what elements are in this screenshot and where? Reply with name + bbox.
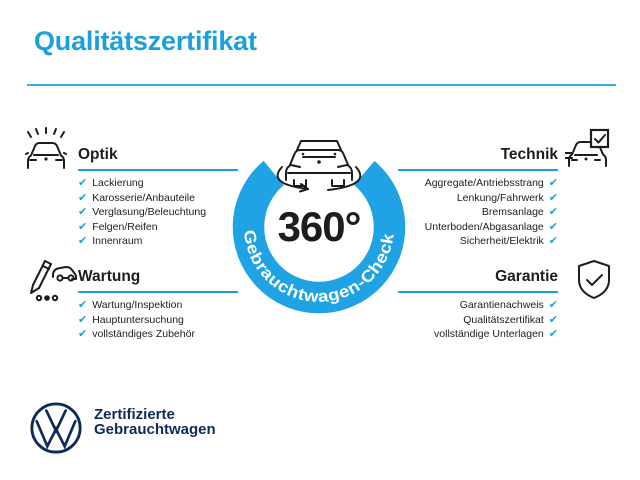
check-icon: ✔ bbox=[548, 235, 558, 248]
check-icon: ✔ bbox=[548, 177, 558, 189]
section-technik-title: Technik bbox=[500, 146, 558, 163]
list-item bbox=[398, 207, 558, 218]
list-item bbox=[78, 300, 238, 311]
list-item bbox=[78, 315, 238, 326]
list-item-label: Sicherheit/Elektrik bbox=[459, 235, 544, 248]
list-item-label: vollständige Unterlagen bbox=[434, 328, 544, 341]
list-item bbox=[398, 236, 558, 247]
check-icon: ✔ bbox=[548, 313, 558, 326]
check-icon: ✔ bbox=[548, 206, 558, 219]
check-icon: ✔ bbox=[78, 206, 88, 219]
list-item-label: Garantienachweis bbox=[459, 299, 544, 311]
list-item bbox=[398, 178, 558, 189]
section-garantie-title: Garantie bbox=[495, 268, 558, 285]
list-item-label: Bremsanlage bbox=[481, 206, 544, 219]
list-item-label: Hauptuntersuchung bbox=[92, 313, 184, 326]
check-icon: ✔ bbox=[548, 220, 558, 233]
list-item bbox=[398, 193, 558, 204]
section-technik-divider bbox=[398, 169, 558, 171]
page-title: Qualitätszertifikat bbox=[34, 26, 257, 56]
badge-ring-label: Gebrauchtwagen-Check bbox=[239, 228, 398, 307]
brand-wordmark bbox=[94, 408, 216, 437]
section-wartung-divider bbox=[78, 291, 238, 293]
badge-degree-label: 360° bbox=[277, 203, 361, 250]
list-item bbox=[398, 222, 558, 233]
list-item bbox=[78, 236, 238, 247]
section-technik bbox=[398, 146, 558, 251]
list-item-label: Karosserie/Anbauteile bbox=[92, 191, 195, 204]
list-item-label: Verglasung/Beleuchtung bbox=[92, 206, 207, 219]
check-icon: ✔ bbox=[548, 299, 558, 311]
check-icon: ✔ bbox=[78, 313, 88, 326]
list-item-label: Felgen/Reifen bbox=[92, 220, 158, 233]
check-icon: ✔ bbox=[78, 328, 88, 341]
section-wartung-list bbox=[78, 300, 238, 340]
list-item-label: Wartung/Inspektion bbox=[92, 299, 183, 311]
check-icon: ✔ bbox=[78, 235, 88, 248]
car-checkbox-icon bbox=[565, 128, 611, 170]
section-wartung bbox=[78, 268, 238, 344]
section-optik bbox=[78, 146, 238, 251]
shield-check-icon bbox=[576, 259, 612, 303]
section-garantie bbox=[398, 268, 558, 344]
list-item bbox=[398, 300, 558, 311]
check-icon: ✔ bbox=[78, 220, 88, 233]
list-item bbox=[398, 315, 558, 326]
list-item bbox=[78, 329, 238, 340]
section-optik-list bbox=[78, 178, 238, 247]
list-item-label: Lenkung/Fahrwerk bbox=[456, 191, 544, 204]
service-checklist-icon bbox=[25, 254, 77, 304]
list-item bbox=[78, 193, 238, 204]
list-item bbox=[398, 329, 558, 340]
list-item bbox=[78, 207, 238, 218]
section-garantie-divider bbox=[398, 291, 558, 293]
list-item-label: vollständiges Zubehör bbox=[92, 328, 195, 341]
check-icon: ✔ bbox=[78, 177, 88, 189]
rotating-car-icon bbox=[278, 141, 361, 192]
check-icon: ✔ bbox=[548, 328, 558, 341]
check-icon: ✔ bbox=[78, 299, 88, 311]
shiny-car-icon bbox=[25, 127, 67, 171]
section-optik-title: Optik bbox=[78, 146, 118, 163]
list-item-label: Qualitätszertifikat bbox=[463, 313, 544, 326]
list-item-label: Unterboden/Abgasanlage bbox=[424, 220, 544, 233]
list-item bbox=[78, 222, 238, 233]
list-item-label: Lackierung bbox=[92, 177, 144, 189]
section-wartung-title: Wartung bbox=[78, 268, 141, 285]
section-technik-list bbox=[398, 178, 558, 247]
check-icon: ✔ bbox=[78, 191, 88, 204]
section-garantie-list bbox=[398, 300, 558, 340]
title-divider bbox=[27, 84, 616, 86]
section-optik-divider bbox=[78, 169, 238, 171]
list-item-label: Aggregate/Antriebsstrang bbox=[424, 177, 544, 189]
list-item bbox=[78, 178, 238, 189]
list-item-label: Innenraum bbox=[92, 235, 143, 248]
vw-logo bbox=[29, 401, 83, 455]
brand-line1: Zertifizierte bbox=[94, 406, 175, 423]
check-icon: ✔ bbox=[548, 191, 558, 204]
brand-line2: Gebrauchtwagen bbox=[94, 420, 216, 438]
